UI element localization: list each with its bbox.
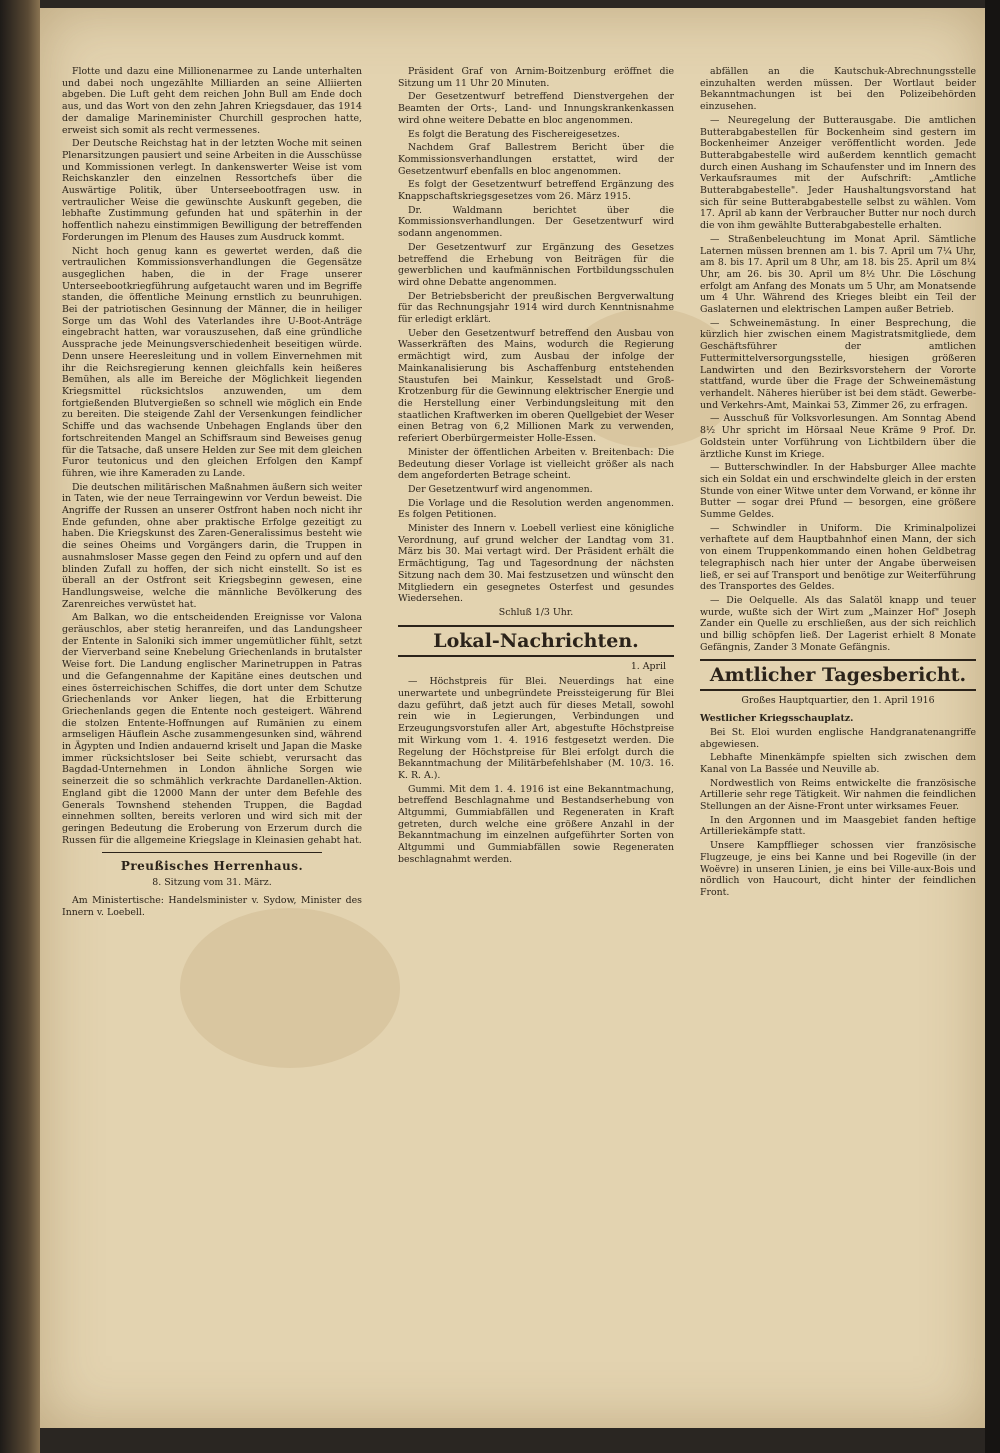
paragraph: Die Vorlage und die Resolution werden angenommen. Es folgen Petitionen. xyxy=(398,497,674,521)
divider xyxy=(102,852,322,853)
paragraph: Es folgt die Beratung des Fischereigesetzes. xyxy=(408,128,620,140)
paragraph: — Butterschwindler. In der Habsburger Allee machte sich ein Soldat ein und erschwindelte gleich in der ersten Stunde von einer Witwe unter dem Vorwand, er könne ihr Butter — sogar drei Pfund — besorgen, eine größere Summe Geldes. xyxy=(700,462,976,521)
paragraph: — Schwindler in Uniform. Die Kriminalpolizei verhaftete auf dem Hauptbahnhof einen Mann, der sich von einem Truppenkommando einen hohen Geldbetrag telegraphisch nach hier unter der Angabe überweisen ließ, er sei auf Transport und benötige zur Weiterführung des Transportes des Geldes. xyxy=(700,522,976,593)
paragraph: Minister der öffentlichen Arbeiten v. Breitenbach: Die Bedeutung dieser Vorlage ist vielleicht größer als nach dem angeforderten Betrage scheint. xyxy=(398,446,674,482)
paragraph: — Ausschuß für Volksvorlesungen. Am Sonntag Abend 8½ Uhr spricht im Hörsaal Neue Kräme 9 Prof. Dr. Goldstein unter Vorführung von Lichtbildern über die ärztliche Kunst im Kriege. xyxy=(700,413,976,460)
paragraph: Präsident Graf von Arnim-Boitzenburg eröffnet die Sitzung um 11 Uhr 20 Minuten. xyxy=(398,66,674,89)
paragraph: Der Deutsche Reichstag hat in der letzten Woche mit seinen Plenarsitzungen pausiert und seine Arbeiten in die Ausschüsse und Kommissionen verlegt. In dankenswerter Weise ist vom Reichskanzler den einzelnen Ressortchefs über die Auswärtige Politik, über Unterseebootfragen usw. in vertraulicher Weise die gewünschte Auskunft gegeben, die lebhafte Zustimmung gefunden hat und späterhin in der hoffentlich nahezu einstimmigen Bewilligung der betreffenden Forderungen im Plenum des Hauses zum Ausdruck kommt. xyxy=(62,138,362,243)
paragraph: Der Betriebsbericht der preußischen Bergverwaltung für das Rechnungsjahr 1914 wird durch Kenntnisnahme für erledigt erklärt. xyxy=(398,290,674,326)
paragraph: Nordwestlich von Reims entwickelte die französische Artillerie sehr rege Tätigkeit. Wir nahmen die feindlichen Stellungen an der Aisne-Front unter wirksames Feuer. xyxy=(700,777,976,813)
section-heading-herrenhaus: Preußisches Herrenhaus. xyxy=(120,859,304,874)
paragraph: — Die Oelquelle. Als das Salatöl knapp und teuer wurde, wußte sich der Wirt zum „Mainzer Hof" Joseph Zander ein Quelle zu erschließen, aus der sich reichlich und billig schöpfen ließ. Der Lagerist erhielt 8 Monate Gefängnis, Zander 3 Monate Gefängnis. xyxy=(700,594,976,653)
book-spine xyxy=(0,0,40,1453)
paragraph: Der Gesetzentwurf wird angenommen. xyxy=(408,483,593,495)
paragraph: Am Balkan, wo die entscheidenden Ereignisse vor Valona geräuschlos, aber stetig heranreifen, und das Landungsheer der Entente in Saloniki sich immer ungemütlicher fühlt, setzt der Vierverband seine Knebelung Griechenlands in brutalster Weise fort. Die Landung englischer Marinetruppen in Patras und die Gefangennahme der Kapitäne eines deutschen und eines österreichischen Schiffes, die dort unter dem Schutze Griechenlands vor Anker liegen, hat die Erbitterung Griechenlands gegen die Entente noch gesteigert. Während die stolzen Entente-Hoffnungen auf Rumänien zu einem armseligen Häuflein Asche zusammengesunken sind, während in Ägypten und Indien andauernd kriselt und Japan die Maske immer rücksichtsloser bei Seite schiebt, verursacht das Bagdad-Unternehmen in London ähnliche Sorgen wie seinerzeit die so schmählich verkrachte Dardanellen-Aktion. England gibt die 12000 Mann der unter dem Befehle des Generals Townshend stehenden Truppen, die Bagdad einnehmen sollten, bereits verloren und wird sich mit der geringen Bedeutung die Eroberung von Erzerum durch die Russen für die allgemeine Kriegslage in Kleinasien gehabt hat. xyxy=(62,612,362,846)
section-heading-tagesbericht: Amtlicher Tagesbericht. xyxy=(700,659,976,691)
paragraph: Nachdem Graf Ballestrem Bericht über die Kommissionsverhandlungen erstattet, wird der Gesetzentwurf ebenfalls en bloc angenommen. xyxy=(398,142,674,177)
local-date: 1. April xyxy=(630,660,666,672)
paragraph: abfällen an die Kautschuk-Abrechnungsstelle einzuhalten werden müssen. Der Wortlaut beider Bekanntmachungen ist bei den Polizeibehörden einzusehen. xyxy=(700,66,976,113)
paragraph: — Straßenbeleuchtung im Monat April. Sämtliche Laternen müssen brennen am 1. bis 7. April um 7¼ Uhr, am 8. bis 17. April um 8 Uhr, am 18. bis 25. April um 8¼ Uhr, am 26. bis 30. April um 8½ Uhr. Die Löschung erfolgt am Anfang des Monats um 5 Uhr, am Monatsende um 4 Uhr. Während des Krieges bleibt ein Teil der Gaslaternen und elektrischen Lampen außer Betrieb. xyxy=(700,233,976,316)
paragraph: Am Ministertische: Handelsminister v. Sydow, Minister des Innern v. Loebell. xyxy=(62,894,362,918)
paragraph: Flotte und dazu eine Millionenarmee zu Lande unterhalten und dabei noch ungezählte Milliarden an seine Alliierten abgeben. Die Luft geht dem reichen John Bull am Ende doch aus, und das Wort von den zehn Jahren Kriegsdauer, das 1914 der damalige Marineminister Churchill gesprochen hatte, erweist sich somit als recht vermessenes. xyxy=(62,66,362,136)
paragraph: Gummi. Mit dem 1. 4. 1916 ist eine Bekanntmachung, betreffend Beschlagnahme und Bestandserhebung von Altgummi, Gummiabfällen und Regeneraten in Kraft getreten, durch welche eine größere Anzahl in der Bekanntmachung im einzelnen aufgeführter Sorten von Altgummi und Gummiabfällen sowie Regeneraten beschlagnahmt werden. xyxy=(398,783,674,865)
paragraph: Die deutschen militärischen Maßnahmen äußern sich weiter in Taten, wie der neue Terraingewinn vor Verdun beweist. Die Angriffe der Russen an unserer Ostfront haben noch nicht ihr Ende gefunden, ohne aber praktische Erfolge gezeitigt zu haben. Die Kriegskunst des Zaren-Generalissimus besteht wie die seines Oheims und Vorgängers darin, die Truppen in ausnahmsloser Masse gegen den Feind zu opfern und auf den blinden Zufall zu hoffen, der sich nicht einstellt. So ist es überall an der Ostfront seit Kriegsbeginn gewesen, eine Handlungsweise, welche die männliche Bevölkerung des Zarenreiches verwüstet hat. xyxy=(62,481,362,610)
paragraph: Der Gesetzentwurf zur Ergänzung des Gesetzes betreffend die Erhebung von Beiträgen für die gewerblichen und kaufmännischen Fortbildungsschulen wird ohne Debatte angenommen. xyxy=(398,241,674,288)
closing-line: Schluß 1/3 Uhr. xyxy=(498,606,574,618)
paragraph: Der Gesetzentwurf betreffend Dienstvergehen der Beamten der Orts-, Land- und Innungskrankenkassen wird ohne weitere Debatte en bloc angenommen. xyxy=(398,91,674,126)
paper-stain xyxy=(180,908,400,1068)
paragraph: In den Argonnen und im Maasgebiet fanden heftige Artilleriekämpfe statt. xyxy=(700,814,976,838)
paragraph: — Schweinemästung. In einer Besprechung, die kürzlich hier zwischen einem Magistratsmitgliede, dem Geschäftsführer der amtlichen Futtermittelversorgungsstelle, hiesigen größeren Landwirten und den Bezirksvorstehern der Vororte stattfand, wurde über die Frage der Schweinemästung verhandelt. Näheres hierüber ist bei dem städt. Gewerbe- und Verkehrs-Amt, Mainkai 53, Zimmer 26, zu erfragen. xyxy=(700,317,976,411)
report-subheading: Westlicher Kriegsschauplatz. xyxy=(700,713,854,725)
paragraph: Bei St. Eloi wurden englische Handgranatenangriffe abgewiesen. xyxy=(700,726,976,750)
column-left xyxy=(62,66,362,920)
paragraph: Minister des Innern v. Loebell verliest eine königliche Verordnung, auf grund welcher der Landtag vom 31. März bis 30. Mai vertagt wird. Der Präsident erhält die Ermächtigung, Tag und Tagesordnung der nächsten Sitzung nach dem 30. Mai festzusetzen und wünscht den Mitgliedern ein gesegnetes Osterfest und gesundes Wiedersehen. xyxy=(398,523,674,605)
paragraph: — Höchstpreis für Blei. Neuerdings hat eine unerwartete und unbegründete Preissteigerung für Blei dazu geführt, daß jetzt auch für dieses Metall, sowohl rein wie in Legierungen, Verbindungen und Erzeugungsvorstufen aller Art, abgestufte Höchstpreise mit Wirkung vom 1. 4. 1916 festgesetzt werden. Die Regelung der Höchstpreise für Blei erfolgt durch die Bekanntmachung der Militärbefehlshaber (M. 10/3. 16. K. R. A.). xyxy=(398,676,674,781)
paragraph: Lebhafte Minenkämpfe spielten sich zwischen dem Kanal von La Bassée und Neuville ab. xyxy=(700,752,976,775)
column-middle xyxy=(398,66,674,868)
paragraph: — Neuregelung der Butterausgabe. Die amtlichen Butterabgabestellen für Bockenheim sind gestern im Bockenheimer Anzeiger veröffentlicht worden. Jede Butterabgabestelle wird außerdem kenntlich gemacht durch einen Aushang im Schaufenster und im Innern des Verkaufsraumes mit der Aufschrift: „Amtliche Butterabgabestelle". Jeder Haushaltungsvorstand hat sich für seine Butterabgabestelle selbst zu wählen. Vom 17. April ab kann der Verbraucher Butter nur noch durch die von ihm gewählte Butterabgabestelle erhalten. xyxy=(700,114,976,232)
session-line: 8. Sitzung vom 31. März. xyxy=(152,877,272,889)
paragraph: Ueber den Gesetzentwurf betreffend den Ausbau von Wasserkräften des Mains, wodurch die Regierung ermächtigt wird, zum Ausbau der infolge der Mainkanalisierung bis Aschaffenburg entstehenden Staustufen bei Mainkur, Kesselstadt und Groß-Krotzenburg für die Gewinnung elektrischer Energie und die Herstellung einer Verbindungsleitung mit den staatlichen Kraftwerken im oberen Quellgebiet der Weser einen Betrag von 6,2 Millionen Mark zu verwenden, referiert Oberbürgermeister Holle-Essen. xyxy=(398,327,674,445)
paragraph: Unsere Kampfflieger schossen vier französische Flugzeuge, je eins bei Kanne und bei Rogeville (in der Woëvre) in unseren Linien, je eins bei Ville-aux-Bois und nördlich von Haucourt, dicht hinter der feindlichen Front. xyxy=(700,840,976,898)
paragraph: Es folgt der Gesetzentwurf betreffend Ergänzung des Knappschaftskriegsgesetzes vom 26. März 1915. xyxy=(398,179,674,203)
scan-border xyxy=(985,0,1000,1453)
column-right xyxy=(700,66,976,901)
report-place: Großes Hauptquartier, den 1. April 1916 xyxy=(741,695,935,707)
paragraph: Nicht hoch genug kann es gewertet werden, daß die vertraulichen Kommissionsverhandlungen die Gegensätze ausgeglichen haben, die in der Frage unserer Unterseebootkriegführung aufgetaucht waren und im Begriffe standen, die öffentliche Meinung ernstlich zu beunruhigen. Bei der patriotischen Gesinnung der Männer, die in heiliger Sorge um das Wohl des Vaterlandes ihre U-Boot-Anträge eingebracht hatten, war vorauszusehen, daß eine gründliche Aussprache jede Meinungsverschiedenheit beseitigen würde. Denn unsere Heeresleitung und in vollem Einvernehmen mit ihr die Reichsregierung kennen gleichfalls kein heißeres Bemühen, als alle im Bereiche der Möglichkeit liegenden Kriegsmittel rücksichtslos anzuwenden, um dem fortgießenden Blutvergießen so schnell wie möglich ein Ende zu bereiten. Die steigende Zahl der Versenkungen feindlicher Schiffe und das wachsende Unbehagen Englands über den fortschreitenden Mangel an Schiffsraum sind Beweises genug für die Tatsache, daß unsere Helden zur See mit dem gleichen Furor teutonicus und den gleichen Erfolgen den Kampf führen, wie ihre Kameraden zu Lande. xyxy=(62,245,362,479)
section-heading-lokal: Lokal-Nachrichten. xyxy=(398,625,674,657)
paragraph: Dr. Waldmann berichtet über die Kommissionsverhandlungen. Der Gesetzentwurf wird sodann angenommen. xyxy=(398,204,674,240)
